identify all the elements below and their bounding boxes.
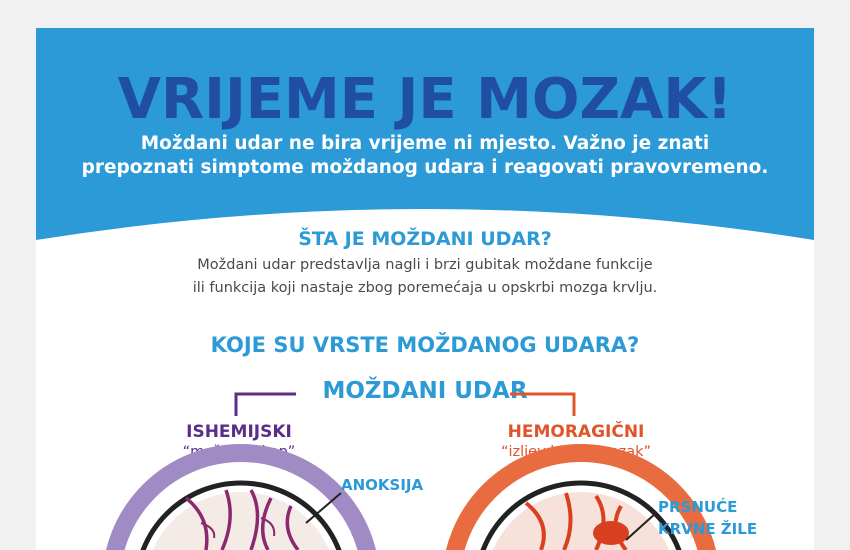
definition-line-1: Moždani udar predstavlja nagli i brzi gubitak moždane funkcije [197, 257, 653, 273]
anoxia-label: ANOKSIJA [341, 476, 424, 494]
definition-line-2: ili funkcija koji nastaje zbog poremećaja u opskrbi mozga krvlju. [192, 280, 658, 296]
vessel-rupture-line-1: PRSNUĆE [658, 498, 738, 516]
poster [36, 28, 814, 550]
ischemic-title: ISHEMIJSKI [186, 422, 292, 442]
ischemic-brain-icon [111, 453, 371, 550]
hemorrhagic-subtitle: “izljev krvi u mozak” [500, 444, 652, 460]
subtitle-line-1: Moždani udar ne bira vrijeme ni mjesto. Važno je znati [140, 133, 710, 154]
page-title: VRIJEME JE MOZAK! [117, 67, 733, 132]
vessel-rupture-line-2: KRVNE ŽILE [658, 520, 758, 538]
hemorrhagic-title: HEMORAGIČNI [507, 422, 645, 442]
what-is-stroke-heading: ŠTA JE MOŽDANI UDAR? [298, 228, 552, 250]
brain-illustrations [36, 28, 814, 550]
stroke-types-heading: KOJE SU VRSTE MOŽDANOG UDARA? [210, 333, 640, 357]
stroke-heading: MOŽDANI UDAR [322, 378, 528, 404]
subtitle-line-2: prepoznati simptome moždanog udara i reagovati pravovremeno. [81, 157, 769, 178]
vessel-rupture-label [658, 496, 757, 540]
ischemic-subtitle: “moždana kap” [182, 444, 296, 460]
